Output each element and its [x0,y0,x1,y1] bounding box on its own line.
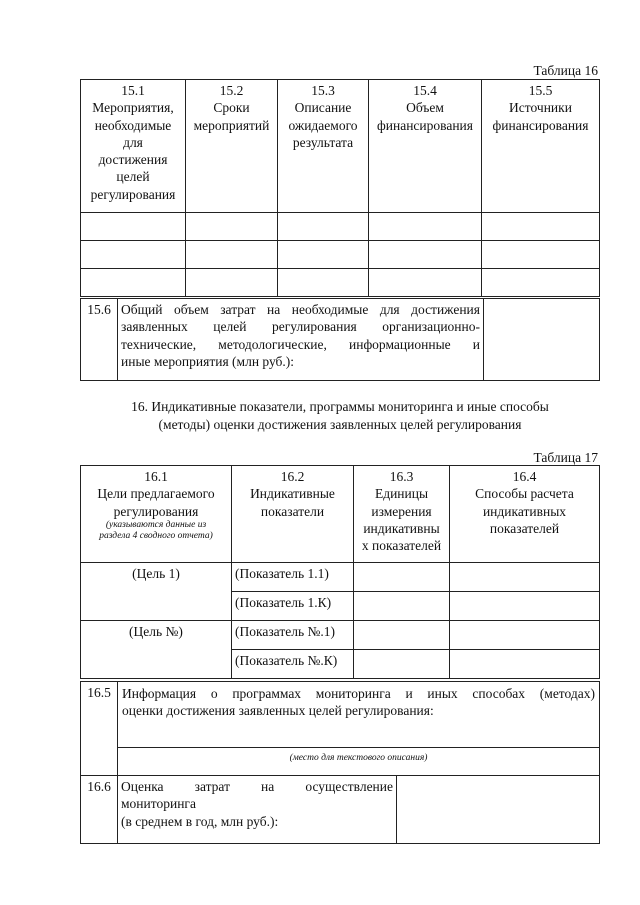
empty-cell[interactable] [354,592,450,621]
monitoring-info-line2: оценки достижения заявленных целей регулирования: [122,703,434,719]
indicator-n-k: (Показатель №.К) [232,650,354,679]
section-16-title: 16. Индикативные показатели, программы мониторинга и иные способы (методы) оценки достижения заявленных целей регулирования [131,399,549,432]
total-costs-value[interactable] [484,299,600,381]
table-row [81,213,600,241]
empty-cell[interactable] [450,563,600,592]
header-indicators: 16.2 Индикативные показатели [232,466,354,563]
empty-cell[interactable] [482,213,600,241]
row-number: 16.6 [81,776,118,844]
table-row [81,269,600,297]
empty-cell[interactable] [81,241,186,269]
empty-cell[interactable] [186,241,278,269]
total-costs-label: Общий объем затрат на необходимые для достижения заявленных целей регулирования организационно- технические, методологические, информационные и иные мероприятия (млн руб.): [118,299,484,381]
empty-cell[interactable] [482,269,600,297]
monitoring-cost-label: Оценка затрат на осуществление мониторинга (в среднем в год, млн руб.): [118,776,397,844]
empty-cell[interactable] [450,621,600,650]
monitoring-info-block [80,681,600,776]
header-calc-methods: 16.4 Способы расчета индикативных показателей [450,466,600,563]
empty-cell[interactable] [369,269,482,297]
table-row [81,563,600,592]
indicator-1-k: (Показатель 1.К) [232,592,354,621]
goal-1: (Цель 1) [81,563,232,621]
header-units: 16.3 Единицы измерения индикативны х показателей [354,466,450,563]
header-funding-volume: 15.4 Объем финансирования [369,80,482,213]
empty-cell[interactable] [450,650,600,679]
table-row [81,241,600,269]
monitoring-info-line1: Информация о программах мониторинга и иных способах (методах) [122,686,595,701]
row-number: 16.5 [81,682,118,776]
monitoring-info [118,682,600,776]
table17-caption: Таблица 17 [533,450,598,465]
empty-cell[interactable] [278,269,369,297]
monitoring-cost-value[interactable] [397,776,600,844]
table-row [81,621,600,650]
indicator-n-1: (Показатель №.1) [232,621,354,650]
empty-cell[interactable] [450,592,600,621]
header-goals: 16.1 Цели предлагаемого регулирования (указываются данные из раздела 4 сводного отчета) [81,466,232,563]
empty-cell[interactable] [369,241,482,269]
empty-cell[interactable] [186,213,278,241]
header-measures: 15.1 Мероприятия, необходимые для достижения целей регулирования [81,80,186,213]
header-deadlines: 15.2 Сроки мероприятий [186,80,278,213]
empty-cell[interactable] [278,213,369,241]
table-16 [80,79,600,297]
text-placeholder: (место для текстового описания) [289,753,428,763]
empty-cell[interactable] [354,650,450,679]
row-number: 15.6 [81,299,118,381]
indicator-1-1: (Показатель 1.1) [232,563,354,592]
monitoring-cost-block [80,775,600,844]
empty-cell[interactable] [354,563,450,592]
empty-cell[interactable] [81,269,186,297]
empty-cell[interactable] [354,621,450,650]
empty-cell[interactable] [278,241,369,269]
table16-caption: Таблица 16 [533,63,598,78]
table-17 [80,465,600,679]
header-expected-result: 15.3 Описание ожидаемого результата [278,80,369,213]
goal-n: (Цель №) [81,621,232,679]
table-16-total-costs [80,298,600,381]
empty-cell[interactable] [369,213,482,241]
empty-cell[interactable] [482,241,600,269]
empty-cell[interactable] [186,269,278,297]
header-funding-sources: 15.5 Источники финансирования [482,80,600,213]
empty-cell[interactable] [81,213,186,241]
